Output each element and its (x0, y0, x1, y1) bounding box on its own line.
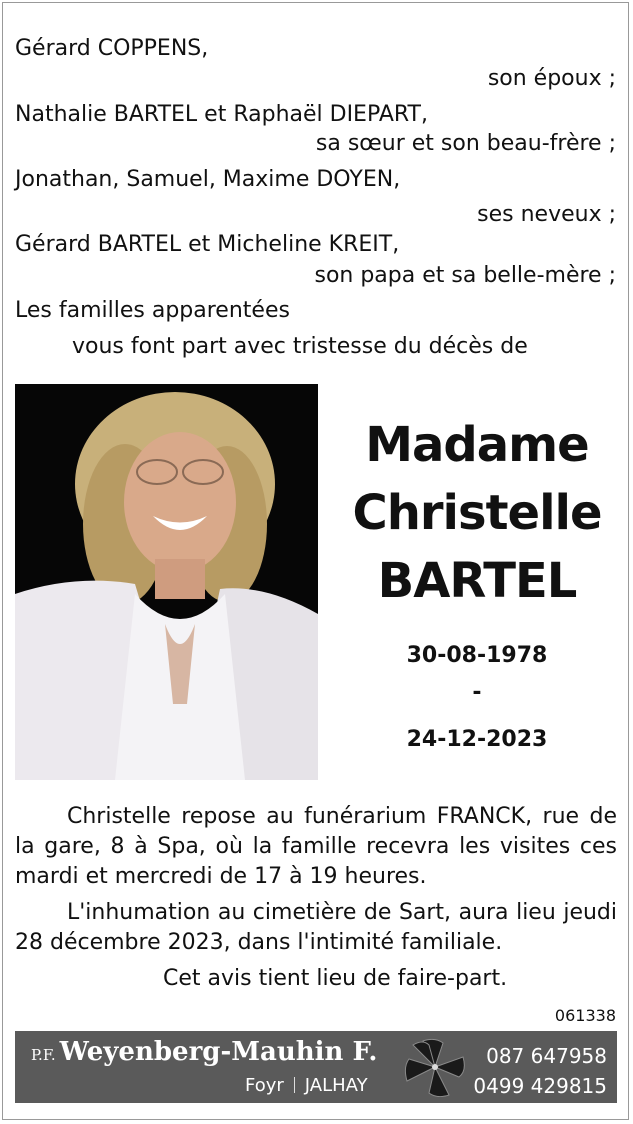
family-line: Gérard BARTEL et Micheline KREIT, (15, 232, 400, 257)
deceased-last-name: BARTEL (377, 553, 577, 609)
location-jalhay: JALHAY (304, 1075, 368, 1096)
funeral-home-company: Weyenberg-Mauhin F. (59, 1037, 378, 1067)
reference-number: 061338 (554, 1006, 616, 1025)
funeral-home-prefix: P.F. (31, 1046, 56, 1064)
date-separator: - (472, 680, 482, 705)
funeral-home-banner (15, 1031, 617, 1103)
funeral-home-name (31, 1037, 377, 1067)
funeral-home-locations (245, 1075, 368, 1096)
phone-number-2[interactable]: 0499 429815 (473, 1074, 607, 1098)
family-line: ses neveux ; (477, 202, 616, 227)
announcement-line: vous font part avec tristesse du décès de (72, 334, 528, 359)
burial-paragraph: L'inhumation au cimetière de Sart, aura lieu jeudi 28 décembre 2023, dans l'intimité familiale. (15, 900, 617, 955)
birth-date: 30-08-1978 (406, 643, 548, 668)
wake-paragraph: Christelle repose au funérarium FRANCK, rue de la gare, 8 à Spa, où la famille recevra les visites ces mardi et mercredi de 17 à 19 heures. (15, 804, 617, 889)
family-line: Nathalie BARTEL et Raphaël DIEPART, (15, 102, 428, 127)
deceased-first-name: Christelle (352, 485, 602, 541)
family-line: Gérard COPPENS, (15, 36, 209, 61)
deceased-title: Madame (365, 417, 589, 473)
death-date: 24-12-2023 (406, 727, 548, 752)
family-line: son époux ; (487, 66, 616, 91)
family-line: son papa et sa belle-mère ; (314, 263, 616, 288)
family-line: sa sœur et son beau-frère ; (315, 131, 616, 156)
phone-number-1[interactable]: 087 647958 (486, 1044, 607, 1068)
location-foyr: Foyr (245, 1075, 284, 1096)
location-divider (294, 1077, 295, 1093)
flower-icon (403, 1037, 467, 1097)
closing-line: Cet avis tient lieu de faire-part. (163, 966, 508, 991)
portrait-photo (15, 384, 318, 780)
family-line: Jonathan, Samuel, Maxime DOYEN, (15, 167, 401, 192)
family-line: Les familles apparentées (15, 298, 290, 323)
